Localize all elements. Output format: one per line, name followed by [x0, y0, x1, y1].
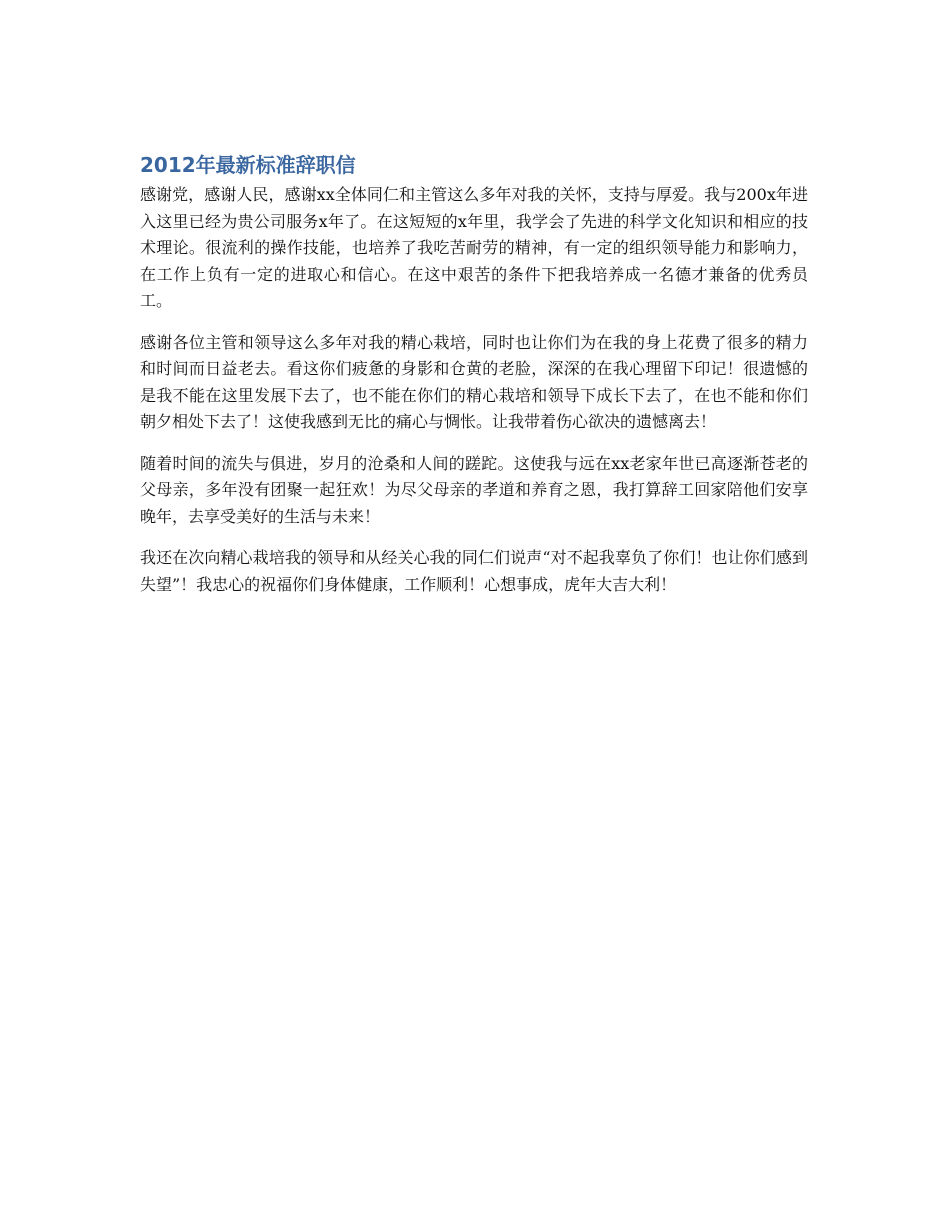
document-title: 2012年最新标准辞职信 [140, 153, 356, 177]
paragraph-2: 感谢各位主管和领导这么多年对我的精心栽培，同时也让你们为在我的身上花费了很多的精力和时间而日益老去。看这你们疲惫的身影和仓黄的老脸，深深的在我心理留下印记！很遗憾的是我不能在这里发展下去了，也不能在你们的精心栽培和领导下成长下去了，在也不能和你们朝夕相处下去了！这使我感到无比的痛心与惆怅。让我带着伤心欲决的遗憾离去！ [140, 332, 808, 431]
document-body [140, 150, 808, 613]
paragraph-4: 我还在次向精心栽培我的领导和从经关心我的同仁们说声“对不起我辜负了你们！也让你们感到失望”！我忠心的祝福你们身体健康，工作顺利！心想事成，虎年大吉大利！ [140, 548, 808, 594]
paragraph-1: 感谢党，感谢人民，感谢xx全体同仁和主管这么多年对我的关怀，支持与厚爱。我与200x年进入这里已经为贵公司服务x年了。在这短短的x年里，我学会了先进的科学文化知识和相应的技术理论。很流利的操作技能，也培养了我吃苦耐劳的精神，有一定的组织领导能力和影响力，在工作上负有一定的进取心和信心。在这中艰苦的条件下把我培养成一名德才兼备的优秀员工。 [140, 185, 808, 310]
paragraph-3: 随着时间的流失与俱进，岁月的沧桑和人间的蹉跎。这使我与远在xx老家年世已高逐渐苍老的父母亲，多年没有团聚一起狂欢！为尽父母亲的孝道和养育之恩，我打算辞工回家陪他们安享晚年，去享受美好的生活与未来！ [140, 453, 808, 526]
